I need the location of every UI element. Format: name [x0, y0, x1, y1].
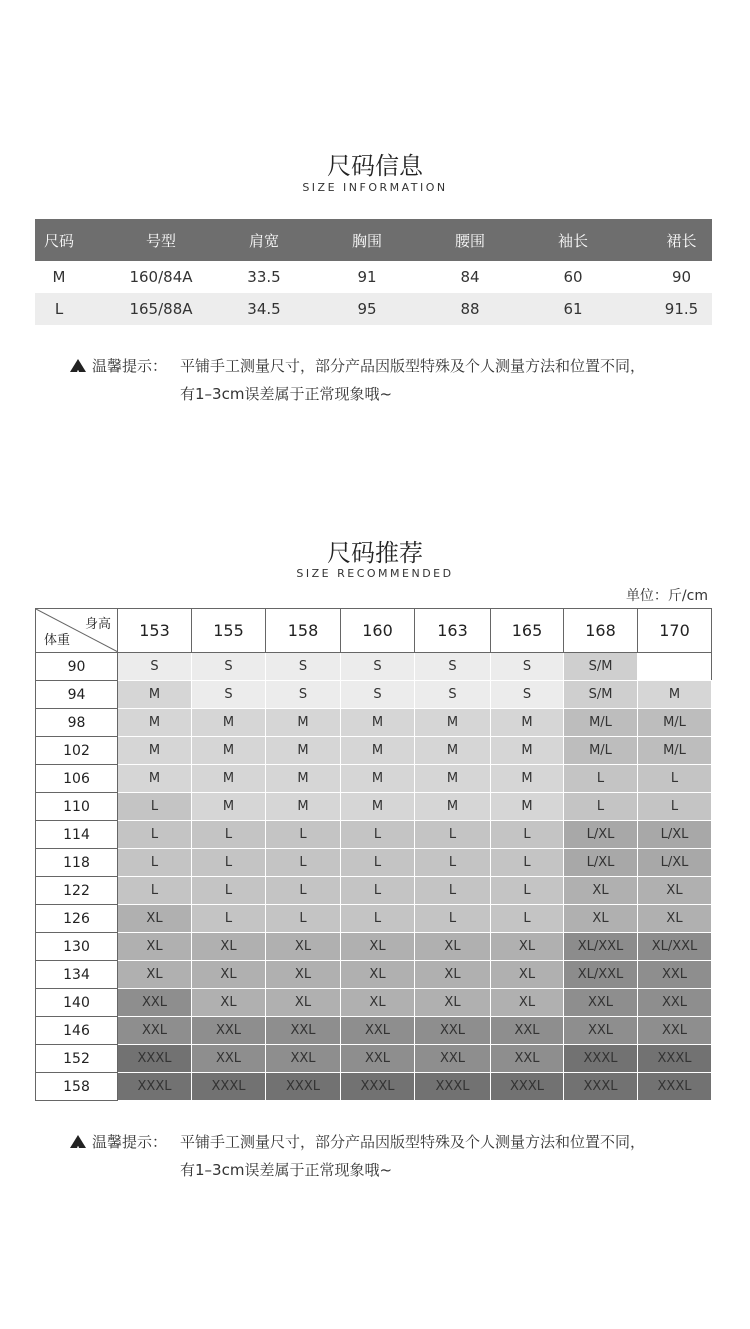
weight-cell: 152 [36, 1045, 118, 1073]
size-cell: XL [415, 989, 491, 1017]
size-info-subtitle: SIZE INFORMATION [302, 181, 448, 194]
size-cell: XL/XXL [638, 933, 712, 961]
size-cell: XL/XXL [564, 933, 638, 961]
cell: 61 [563, 300, 583, 318]
cell: 90 [671, 268, 692, 286]
weight-cell: 130 [36, 933, 118, 961]
size-cell: XXL [638, 1017, 712, 1045]
size-cell: S [266, 681, 341, 709]
size-cell: M [266, 709, 341, 737]
size-cell: M [192, 709, 266, 737]
size-cell: M [118, 709, 192, 737]
size-cell: M [491, 765, 564, 793]
table-row [36, 1017, 712, 1045]
table-row [36, 793, 712, 821]
size-cell: M [266, 737, 341, 765]
size-cell: L [491, 821, 564, 849]
size-cell: L [638, 765, 712, 793]
table-row [36, 989, 712, 1017]
table-row [36, 653, 712, 681]
hint-label: 温馨提示： [92, 1133, 168, 1151]
size-cell: S/M [564, 681, 638, 709]
size-cell: L [341, 821, 415, 849]
size-cell: S [266, 653, 341, 681]
weight-cell: 114 [36, 821, 118, 849]
size-cell: XL [638, 905, 712, 933]
cell: 95 [357, 300, 377, 318]
size-cell: L/XL [564, 821, 638, 849]
size-cell: L [564, 765, 638, 793]
cell: M [52, 268, 66, 286]
weight-cell: 146 [36, 1017, 118, 1045]
size-cell: L [192, 877, 266, 905]
size-cell: S [491, 653, 564, 681]
size-cell: XL [341, 933, 415, 961]
weight-cell: 126 [36, 905, 118, 933]
size-cell: L [118, 849, 192, 877]
height-header: 155 [192, 609, 266, 653]
size-cell: XXXL [638, 1073, 712, 1101]
header-waist: 腰围 [454, 231, 485, 250]
size-cell: M [341, 765, 415, 793]
table-row [36, 961, 712, 989]
size-cell: M [491, 737, 564, 765]
size-cell: L [415, 905, 491, 933]
height-header: 153 [118, 609, 192, 653]
size-cell: L [415, 877, 491, 905]
header-size: 尺码 [43, 231, 74, 250]
size-cell: XL [266, 989, 341, 1017]
size-cell: L [564, 793, 638, 821]
size-cell: M/L [638, 709, 712, 737]
size-cell: XL [192, 933, 266, 961]
cell: L [54, 300, 64, 318]
size-cell: M [192, 765, 266, 793]
size-cell: M [118, 765, 192, 793]
size-cell: M/L [564, 709, 638, 737]
size-cell: L/XL [638, 821, 712, 849]
size-cell: XL [564, 877, 638, 905]
size-cell: S [118, 653, 192, 681]
size-cell: XXL [638, 989, 712, 1017]
corner-height-label: 身高 [84, 617, 111, 632]
height-header: 165 [491, 609, 564, 653]
size-cell: L [415, 821, 491, 849]
size-cell: M [341, 709, 415, 737]
size-cell: L/XL [564, 849, 638, 877]
header-model: 号型 [145, 231, 176, 250]
size-cell: M [491, 709, 564, 737]
size-cell: L [118, 877, 192, 905]
cell: 165/88A [129, 300, 193, 318]
size-cell: XXXL [192, 1073, 266, 1101]
size-cell: XL [266, 961, 341, 989]
size-cell: XXL [638, 961, 712, 989]
cell: 60 [563, 268, 583, 286]
size-cell: L [192, 821, 266, 849]
unit-label: 单位：斤/cm [625, 588, 708, 604]
height-header: 158 [266, 609, 341, 653]
size-cell: L [266, 849, 341, 877]
size-cell: S/M [564, 653, 638, 681]
cell: 34.5 [247, 300, 281, 318]
size-cell: M/L [638, 737, 712, 765]
size-cell: S [192, 681, 266, 709]
size-cell: XL [118, 905, 192, 933]
header-sleeve: 袖长 [557, 231, 588, 250]
size-cell: S [192, 653, 266, 681]
size-cell: XL [415, 933, 491, 961]
size-cell: XL [341, 961, 415, 989]
size-cell: L [491, 877, 564, 905]
size-cell: XXL [415, 1017, 491, 1045]
size-info-header [35, 219, 712, 261]
weight-cell: 98 [36, 709, 118, 737]
size-cell: XL [118, 961, 192, 989]
hint-line1: 平铺手工测量尺寸，部分产品因版型特殊及个人测量方法和位置不同， [180, 1133, 646, 1151]
cell: 88 [460, 300, 480, 318]
size-cell: XXL [564, 989, 638, 1017]
measurement-hint-1 [70, 352, 645, 408]
size-cell: L [118, 793, 192, 821]
warning-icon [70, 1135, 86, 1148]
size-cell: XXL [266, 1045, 341, 1073]
size-cell: XL [564, 905, 638, 933]
height-header: 168 [564, 609, 638, 653]
table-row [36, 681, 712, 709]
size-cell: XXXL [266, 1073, 341, 1101]
size-cell: M/L [564, 737, 638, 765]
cell: 160/84A [129, 268, 193, 286]
warning-icon [70, 359, 86, 372]
size-cell: M [415, 737, 491, 765]
size-cell: M [341, 793, 415, 821]
weight-cell: 110 [36, 793, 118, 821]
size-cell: L [192, 849, 266, 877]
size-cell: L [491, 849, 564, 877]
header-shoulder: 肩宽 [248, 231, 279, 250]
weight-cell: 140 [36, 989, 118, 1017]
size-cell: XL/XXL [564, 961, 638, 989]
size-cell: XXL [341, 1045, 415, 1073]
size-cell: XXL [491, 1045, 564, 1073]
size-cell: XXL [192, 1017, 266, 1045]
size-cell: L [266, 877, 341, 905]
hint-label: 温馨提示： [92, 357, 168, 375]
size-info-row-m [35, 261, 712, 293]
height-header-row [36, 609, 712, 653]
size-cell: M [415, 765, 491, 793]
size-cell: XXXL [415, 1073, 491, 1101]
table-row [36, 1073, 712, 1101]
size-cell: M [491, 793, 564, 821]
size-cell: XL [192, 989, 266, 1017]
table-row [36, 821, 712, 849]
size-cell: XXL [341, 1017, 415, 1045]
size-cell: M [192, 793, 266, 821]
hint-line1: 平铺手工测量尺寸，部分产品因版型特殊及个人测量方法和位置不同， [180, 357, 646, 375]
size-cell: M [266, 765, 341, 793]
size-cell: XXXL [118, 1073, 192, 1101]
height-header: 170 [638, 609, 712, 653]
size-cell: XL [491, 989, 564, 1017]
size-cell: S [415, 653, 491, 681]
weight-cell: 90 [36, 653, 118, 681]
weight-cell: 134 [36, 961, 118, 989]
size-cell: XL [491, 933, 564, 961]
weight-cell: 158 [36, 1073, 118, 1101]
weight-cell: 102 [36, 737, 118, 765]
size-cell: L/XL [638, 849, 712, 877]
size-cell: XXL [564, 1017, 638, 1045]
size-cell: XXL [415, 1045, 491, 1073]
cell: 91 [357, 268, 377, 286]
size-cell: XL [118, 933, 192, 961]
size-cell: XXXL [564, 1045, 638, 1073]
size-cell: XXXL [118, 1045, 192, 1073]
size-cell: XL [341, 989, 415, 1017]
corner-weight-label: 体重 [44, 633, 71, 648]
header-chest: 胸围 [351, 231, 382, 250]
size-cell: M [415, 709, 491, 737]
size-cell: L [491, 905, 564, 933]
cell: 91.5 [664, 300, 699, 318]
size-cell: XL [491, 961, 564, 989]
size-cell: S [491, 681, 564, 709]
measurement-hint-2 [70, 1128, 645, 1184]
size-cell: M [341, 737, 415, 765]
size-cell: XL [638, 877, 712, 905]
size-cell: XXXL [564, 1073, 638, 1101]
size-recommend-title: 尺码推荐 [327, 539, 423, 567]
corner-cell [36, 609, 118, 653]
weight-cell: 122 [36, 877, 118, 905]
table-row [36, 765, 712, 793]
size-cell: M [192, 737, 266, 765]
size-cell: L [266, 905, 341, 933]
size-cell: L [341, 849, 415, 877]
hint-line2: 有1–3cm误差属于正常现象哦~ [180, 1161, 393, 1179]
size-info-row-l [35, 293, 712, 325]
hint-line2: 有1–3cm误差属于正常现象哦~ [180, 385, 393, 403]
table-row [36, 849, 712, 877]
size-cell: XL [266, 933, 341, 961]
size-cell: XXL [491, 1017, 564, 1045]
size-cell: M [415, 793, 491, 821]
size-cell: S [341, 681, 415, 709]
size-cell: M [118, 681, 192, 709]
table-row [36, 1045, 712, 1073]
height-header: 160 [341, 609, 415, 653]
table-row [36, 737, 712, 765]
size-cell: L [118, 821, 192, 849]
size-cell: M [266, 793, 341, 821]
size-cell: XL [415, 961, 491, 989]
size-cell: L [415, 849, 491, 877]
size-cell: XXL [192, 1045, 266, 1073]
cell: 33.5 [247, 268, 281, 286]
size-cell: L [266, 821, 341, 849]
table-row [36, 933, 712, 961]
size-info-title: 尺码信息 [327, 152, 423, 180]
weight-cell: 118 [36, 849, 118, 877]
size-cell: L [341, 905, 415, 933]
weight-cell: 106 [36, 765, 118, 793]
size-cell: XL [192, 961, 266, 989]
size-cell: M [638, 681, 712, 709]
header-dress-length: 裙长 [666, 231, 697, 250]
size-recommend-table [35, 608, 712, 1101]
size-cell: XXXL [491, 1073, 564, 1101]
cell: 84 [460, 268, 480, 286]
size-cell: L [638, 793, 712, 821]
size-recommend-subtitle: SIZE RECOMMENDED [296, 567, 454, 580]
weight-cell: 94 [36, 681, 118, 709]
size-cell: XXL [118, 989, 192, 1017]
size-cell: L [341, 877, 415, 905]
table-row [36, 905, 712, 933]
size-cell: S [341, 653, 415, 681]
size-cell: M [118, 737, 192, 765]
height-header: 163 [415, 609, 491, 653]
table-row [36, 877, 712, 905]
size-cell: XXXL [341, 1073, 415, 1101]
table-row [36, 709, 712, 737]
size-cell [638, 653, 712, 681]
size-cell: XXXL [638, 1045, 712, 1073]
size-cell: XXL [118, 1017, 192, 1045]
size-cell: L [192, 905, 266, 933]
size-info-table [35, 219, 712, 325]
size-cell: XXL [266, 1017, 341, 1045]
size-cell: S [415, 681, 491, 709]
